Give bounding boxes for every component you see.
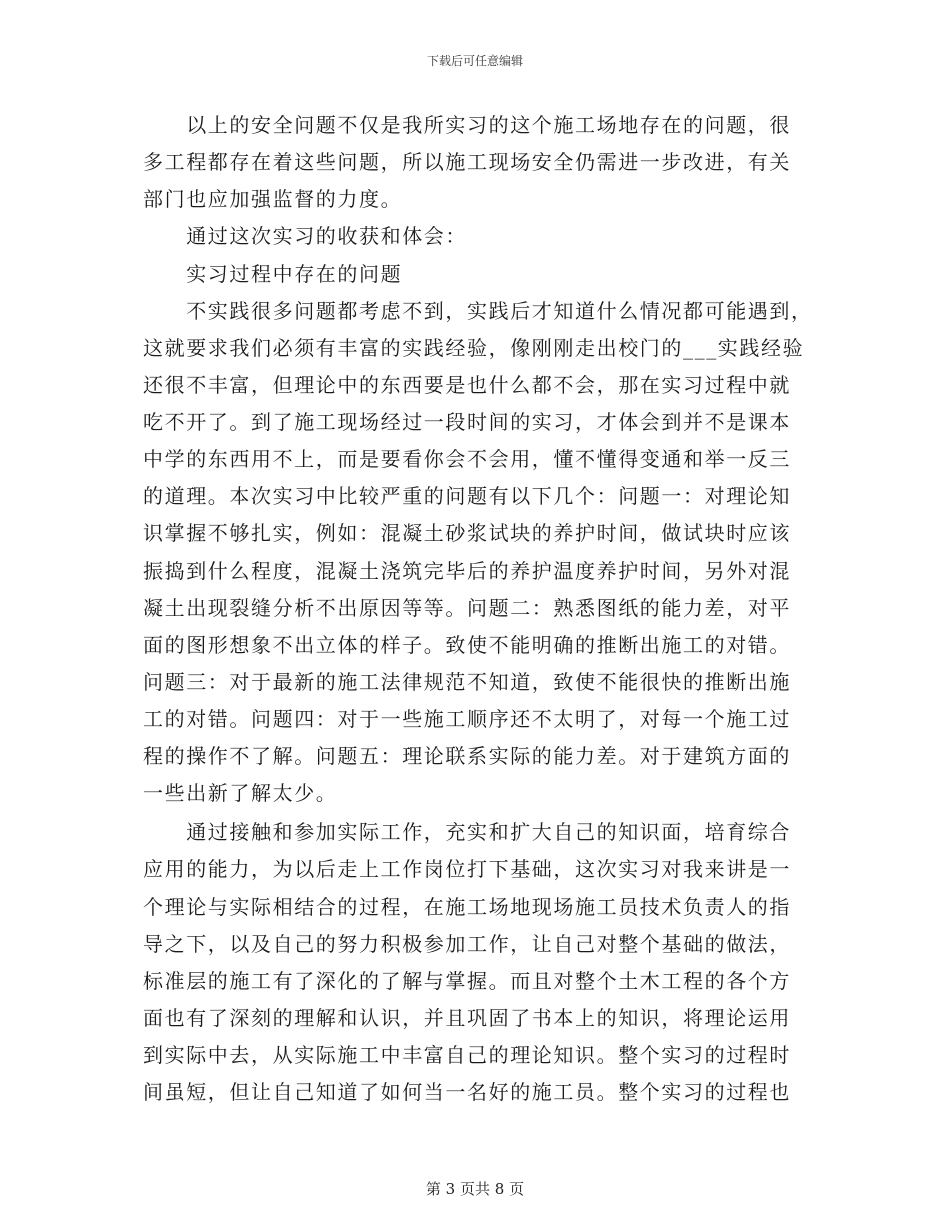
body-line: 个理论与实际相结合的过程，在施工场地现场施工员技术负责人的指: [143, 895, 791, 919]
body-line: 导之下，以及自己的努力积极参加工作，让自己对整个基础的做法，: [143, 932, 791, 956]
body-line: 还很不丰富，但理论中的东西要是也什么都不会，那在实习过程中就: [143, 373, 791, 397]
body-line: 工的对错。问题四：对于一些施工顺序还不太明了，对每一个施工过: [143, 707, 791, 731]
body-line: 的道理。本次实习中比较严重的问题有以下几个：问题一：对理论知: [143, 484, 791, 508]
body-line: 中学的东西用不上，而是要看你会不会用，懂不懂得变通和举一反三: [143, 447, 791, 471]
body-line: 部门也应加强监督的力度。: [143, 187, 403, 211]
body-line: 间虽短，但让自己知道了如何当一名好的施工员。整个实习的过程也: [143, 1080, 791, 1104]
body-line: 这就要求我们必须有丰富的实践经验，像刚刚走出校门的___实践经验: [143, 336, 805, 360]
body-line: 通过这次实习的收获和体会：: [143, 224, 467, 248]
page-footer: 第 3 页共 8 页: [425, 1180, 525, 1198]
body-line: 多工程都存在着这些问题，所以施工现场安全仍需进一步改进，有关: [143, 150, 791, 174]
body-line: 识掌握不够扎实，例如：混凝土砂浆试块的养护时间，做试块时应该: [143, 521, 791, 545]
body-line: 以上的安全问题不仅是我所实习的这个施工场地存在的问题，很: [143, 113, 791, 137]
body-line: 面的图形想象不出立体的样子。致使不能明确的推断出施工的对错。: [143, 633, 791, 657]
body-line: 应用的能力，为以后走上工作岗位打下基础，这次实习对我来讲是一: [143, 857, 791, 881]
page-header: 下载后可任意编辑: [426, 54, 523, 68]
body-line: 问题三：对于最新的施工法律规范不知道，致使不能很快的推断出施: [143, 670, 791, 694]
body-line: 标准层的施工有了深化的了解与掌握。而且对整个土木工程的各个方: [143, 969, 791, 993]
body-line: 实习过程中存在的问题: [143, 262, 403, 286]
body-line: 吃不开了。到了施工现场经过一段时间的实习，才体会到并不是课本: [143, 410, 791, 434]
body-line: 一些出新了解太少。: [143, 781, 338, 805]
body-line: 振捣到什么程度，混凝土浇筑完毕后的养护温度养护时间，另外对混: [143, 559, 791, 583]
body-line: 程的操作不了解。问题五：理论联系实际的能力差。对于建筑方面的: [143, 744, 791, 768]
body-line: 通过接触和参加实际工作，充实和扩大自己的知识面，培育综合: [143, 820, 791, 844]
body-line: 面也有了深刻的理解和认识，并且巩固了书本上的知识，将理论运用: [143, 1006, 791, 1030]
body-line: 到实际中去，从实际施工中丰富自己的理论知识。整个实习的过程时: [143, 1043, 791, 1067]
body-line: 不实践很多问题都考虑不到，实践后才知道什么情况都可能遇到，: [143, 299, 813, 323]
body-line: 凝土出现裂缝分析不出原因等等。问题二：熟悉图纸的能力差，对平: [143, 596, 791, 620]
